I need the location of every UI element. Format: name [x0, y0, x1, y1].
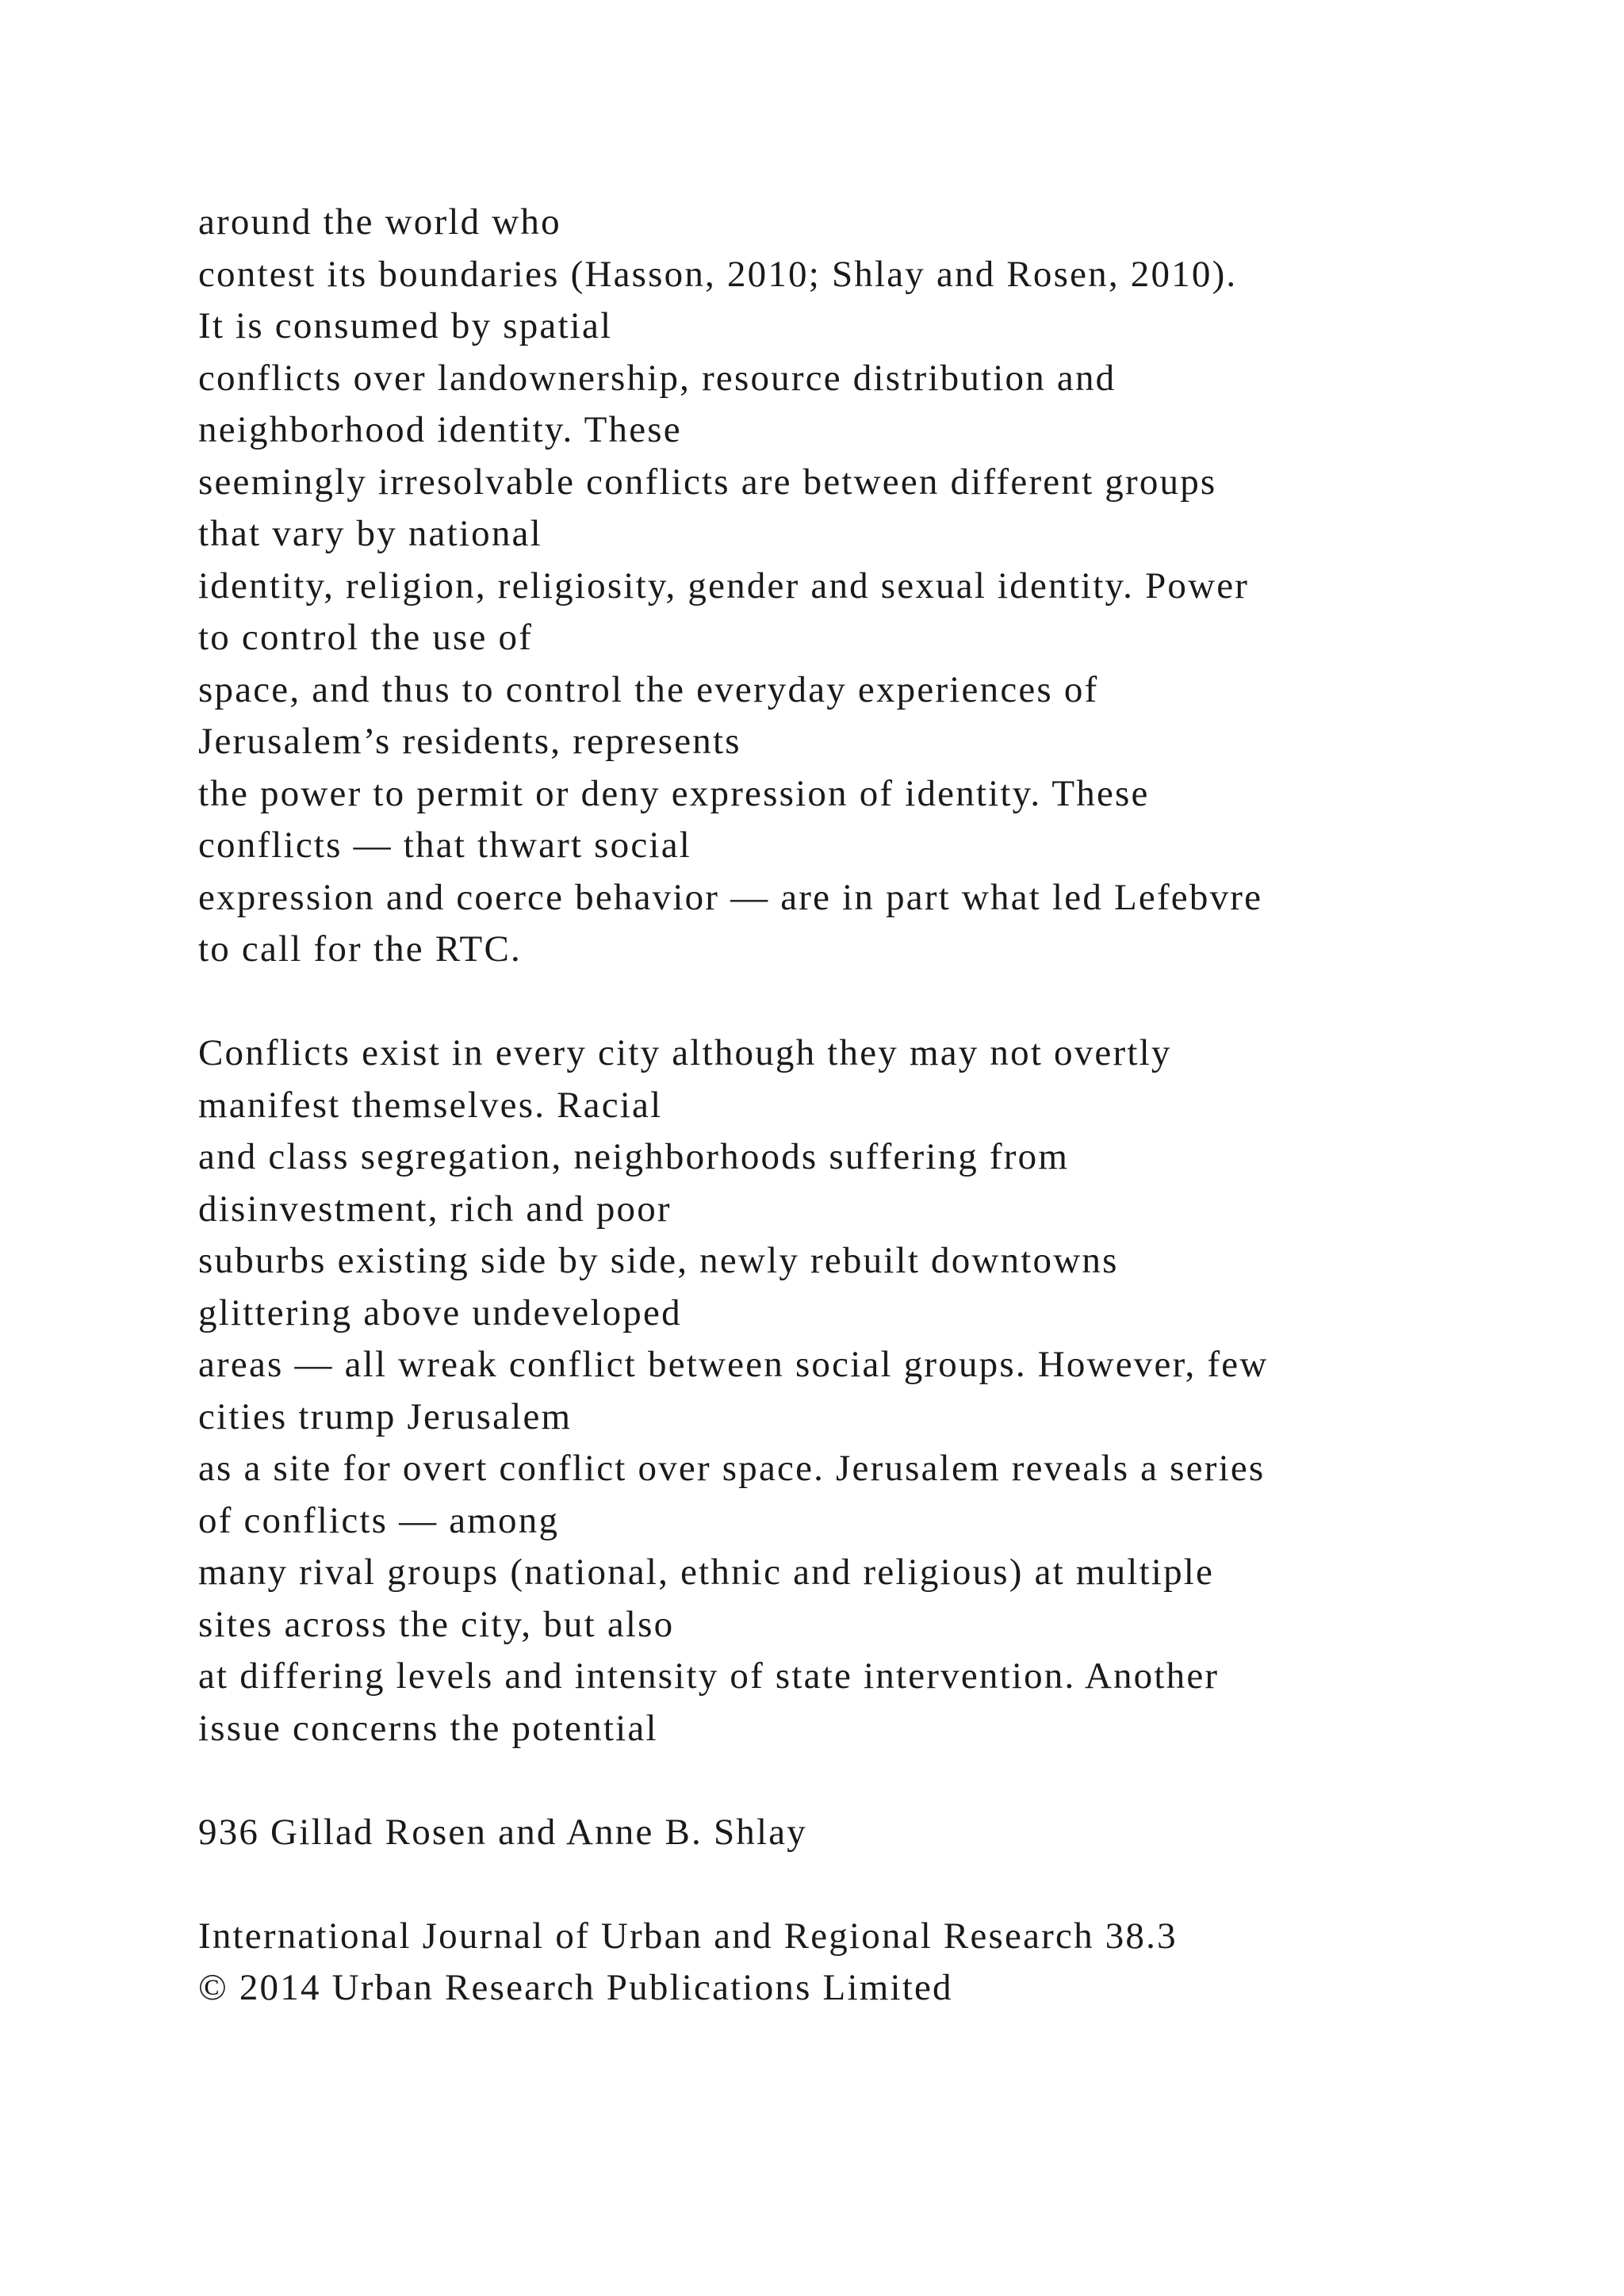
journal-citation: International Journal of Urban and Regional Research 38.3 [198, 1915, 1178, 1957]
text-line: Conflicts exist in every city although they may not overtly [198, 1032, 1172, 1073]
text-line: cities trump Jerusalem [198, 1395, 573, 1437]
text-line: expression and coerce behavior — are in part what led Lefebvre [198, 876, 1263, 918]
text-line: areas — all wreak conflict between social groups. However, few [198, 1344, 1269, 1385]
text-line: neighborhood identity. These [198, 409, 682, 450]
paragraph-2 [198, 1027, 1594, 1755]
text-line: It is consumed by spatial [198, 305, 613, 346]
text-line: conflicts over landownership, resource distribution and [198, 357, 1116, 399]
text-line: of conflicts — among [198, 1499, 560, 1541]
text-line: around the world who [198, 201, 561, 243]
text-line: sites across the city, but also [198, 1603, 675, 1645]
text-line: to control the use of [198, 617, 534, 658]
copyright-notice: © 2014 Urban Research Publications Limited [198, 1967, 953, 2008]
text-line: to call for the RTC. [198, 928, 522, 970]
text-line: space, and thus to control the everyday experiences of [198, 668, 1099, 710]
text-line: glittering above undeveloped [198, 1292, 682, 1334]
text-line: seemingly irresolvable conflicts are between different groups [198, 461, 1217, 503]
text-line: contest its boundaries (Hasson, 2010; Shlay and Rosen, 2010). [198, 253, 1238, 295]
text-line: at differing levels and intensity of state intervention. Another [198, 1655, 1220, 1697]
journal-footer [198, 1911, 1594, 2015]
text-line: as a site for overt conflict over space. Jerusalem reveals a series [198, 1448, 1266, 1489]
paragraph-gap [198, 1755, 1594, 1807]
text-line: Jerusalem’s residents, represents [198, 721, 741, 762]
document-page [198, 197, 1594, 2015]
paragraph-gap [198, 976, 1594, 1028]
paragraph-1 [198, 197, 1594, 976]
text-line: issue concerns the potential [198, 1707, 658, 1749]
text-line: the power to permit or deny expression of identity. These [198, 772, 1150, 814]
text-line: and class segregation, neighborhoods suffering from [198, 1136, 1070, 1177]
text-line: suburbs existing side by side, newly rebuilt downtowns [198, 1240, 1119, 1281]
text-line: disinvestment, rich and poor [198, 1188, 672, 1230]
paragraph-gap [198, 1858, 1594, 1911]
text-line: conflicts — that thwart social [198, 825, 692, 866]
running-head: 936 Gillad Rosen and Anne B. Shlay [198, 1811, 808, 1853]
text-line: that vary by national [198, 513, 542, 554]
text-line: manifest themselves. Racial [198, 1084, 663, 1126]
text-line: many rival groups (national, ethnic and religious) at multiple [198, 1552, 1215, 1593]
text-line: identity, religion, religiosity, gender and sexual identity. Power [198, 564, 1250, 607]
